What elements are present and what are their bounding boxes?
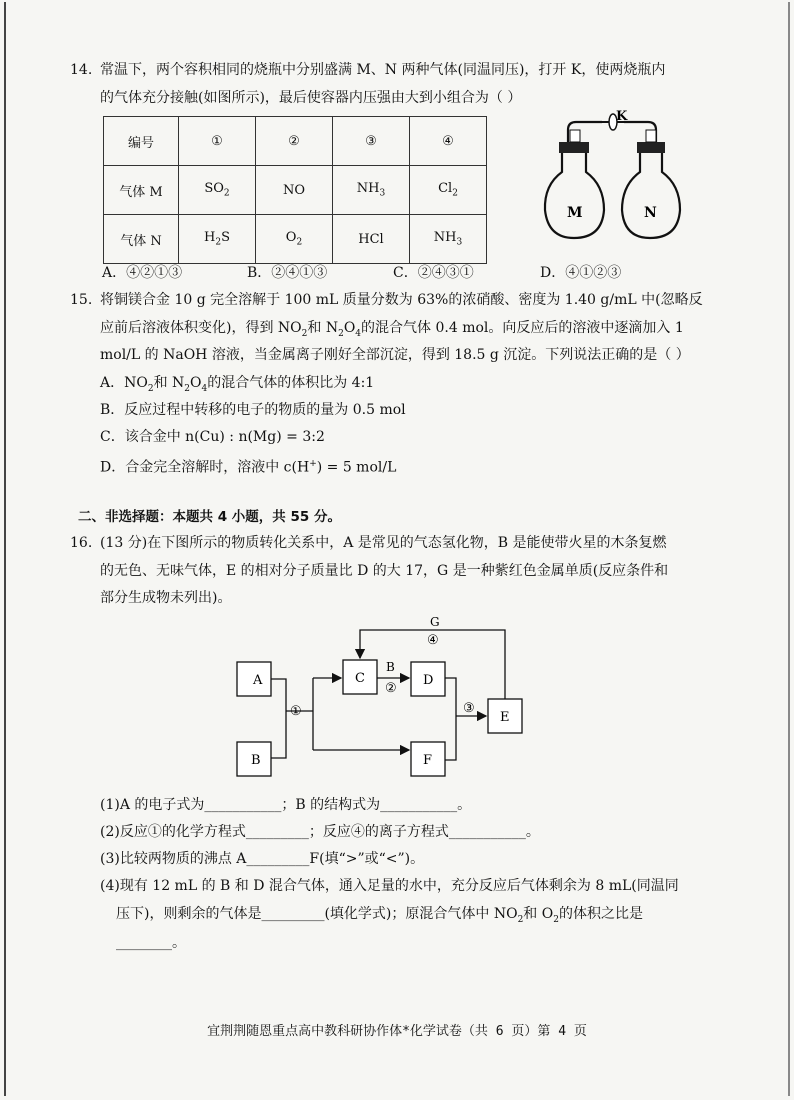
table-header-cell: ④ [410, 117, 487, 166]
table-cell: $NH_3$ [410, 215, 487, 264]
flask-n-label: N [644, 205, 657, 221]
box-b-label: B [251, 753, 261, 768]
flask-m-icon [545, 150, 604, 238]
table-cell: NO [256, 166, 333, 215]
q15-option-c: C．该合金中 n(Cu) : n(Mg) = 3:2 [100, 429, 325, 445]
q16-sub1: (1)A 的电子式为___________；B 的结构式为___________。 [100, 797, 472, 813]
q16-line1: 16. (13 分)在下图所示的物质转化关系中，A 是常见的气态氢化物，B 是能使带火星的木条复燃 [70, 535, 667, 551]
row-label-m: 气体 M [104, 166, 179, 215]
table-header-cell: 编号 [104, 117, 179, 166]
q14-option-d: D．④①②③ [540, 265, 622, 281]
q14-option-a: A．④②①③ [102, 265, 183, 281]
flask-figure [540, 110, 690, 250]
q15-line2: 应前后溶液体积变化)，得到 $NO_2$和 $N_2O_4$的混合气体 0.4 mol。向反应后的溶液中逐滴加入 1 [100, 320, 684, 339]
table-row [104, 117, 487, 166]
reaction-4-label: ④ [427, 633, 439, 648]
table-header-cell: ② [256, 117, 333, 166]
table-row [104, 215, 487, 264]
q15-line1: 15. 将铜镁合金 10 g 完全溶解于 100 mL 质量分数为 63%的浓硝酸、密度为 1.40 g/mL 中(忽略反 [70, 292, 703, 308]
q16-sub2: (2)反应①的化学方程式_________；反应④的离子方程式___________。 [100, 824, 540, 840]
table-cell: $H_2S$ [179, 215, 256, 264]
flask-m-label: M [567, 205, 583, 221]
q16-line2: 的无色、无味气体，E 的相对分子质量比 D 的大 17，G 是一种紫红色金属单质(反应条件和 [100, 563, 669, 579]
q16-line3: 部分生成物未列出)。 [100, 590, 232, 606]
table-header-cell: ① [179, 117, 256, 166]
table-cell: $O_2$ [256, 215, 333, 264]
reaction-2-label: ② [385, 681, 397, 696]
section-heading: 二、非选择题：本题共 4 小题，共 55 分。 [78, 509, 341, 525]
box-c-label: C [355, 671, 365, 686]
q14-option-b: B．②④①③ [247, 265, 328, 281]
valve-label: K [616, 110, 628, 124]
q14-line2: 的气体充分接触(如图所示)，最后使容器内压强由大到小组合为（ ） [100, 90, 522, 106]
table-header-cell: ③ [333, 117, 410, 166]
reaction-1-label: ① [290, 704, 302, 719]
table-cell: $SO_2$ [179, 166, 256, 215]
arrow-b-label: B [386, 660, 395, 674]
gas-table [103, 116, 487, 264]
arrow-g-label: G [430, 615, 440, 629]
box-a-label: A [253, 673, 263, 688]
q15-option-a: A．$NO_2$和 $N_2O_4$的混合气体的体积比为 4:1 [100, 375, 375, 394]
q16-sub4-line3: ________。 [116, 935, 186, 951]
table-cell: HCl [333, 215, 410, 264]
row-label-n: 气体 N [104, 215, 179, 264]
q15-option-b: B．反应过程中转移的电子的物质的量为 0.5 mol [100, 402, 406, 418]
q15-line3: mol/L 的 NaOH 溶液，当金属离子刚好全部沉淀，得到 18.5 g 沉淀。下列说法正确的是（ ） [100, 347, 690, 363]
q16-sub4-line2: 压下)，则剩余的气体是_________(填化学式)；原混合气体中 $NO_2$和 $O_2$的体积之比是 [116, 906, 643, 925]
table-cell: $NH_3$ [333, 166, 410, 215]
q14-option-c: C．②④③① [393, 265, 474, 281]
box-e-label: E [500, 710, 510, 725]
flask-n-icon [622, 150, 680, 238]
q15-option-d: D．合金完全溶解时，溶液中 c(H+) = 5 mol/L [100, 459, 397, 476]
box-d-label: D [423, 673, 434, 688]
q16-sub3: (3)比较两物质的沸点 A_________F(填“>”或“<”)。 [100, 851, 425, 867]
q14-line1: 14. 常温下，两个容积相同的烧瓶中分别盛满 M、N 两种气体(同温同压)，打开 K，使两烧瓶内 [70, 62, 666, 78]
q16-sub4-line1: (4)现有 12 mL 的 B 和 D 混合气体，通入足量的水中，充分反应后气体剩余为 8 mL(同温同 [100, 878, 679, 894]
table-cell: $Cl_2$ [410, 166, 487, 215]
conversion-diagram [230, 612, 540, 787]
reaction-3-label: ③ [463, 701, 475, 716]
page-footer: 宜荆荆随恩重点高中教科研协作体*化学试卷（共 6 页）第 4 页 [207, 1024, 587, 1039]
table-row [104, 166, 487, 215]
box-f-label: F [423, 753, 433, 768]
